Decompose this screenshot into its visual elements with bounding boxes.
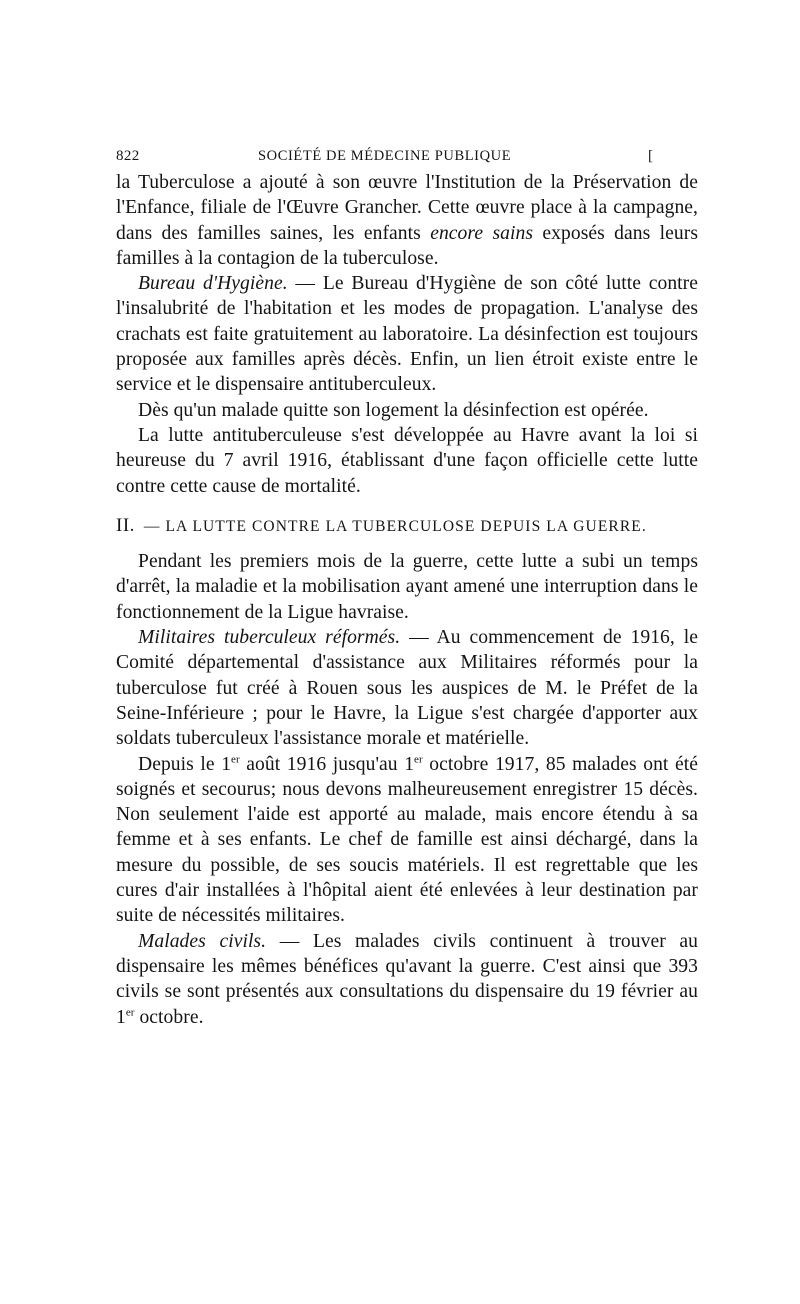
superscript-er: er <box>414 753 423 765</box>
paragraph-desinfection: Dès qu'un malade quitte son logement la désinfection est opérée. <box>138 399 649 421</box>
paragraph-run-in-title: Bureau d'Hygiène. <box>138 273 288 295</box>
article-body <box>116 170 698 1030</box>
paragraph-text: août 1916 jusqu'au 1 <box>239 753 415 775</box>
book-page <box>116 140 698 1030</box>
paragraph-run-in-title: Malades civils. <box>138 930 267 952</box>
paragraph-preservation-enfance <box>116 170 698 271</box>
italic-phrase: encore sains <box>430 222 534 244</box>
paragraph-militaires-reformes <box>116 625 698 751</box>
paragraph-run-in-title: Militaires tuberculeux réformés. <box>138 627 401 649</box>
superscript-er: er <box>231 753 240 765</box>
paragraph-guerre: Pendant les premiers mois de la guerre, cette lutte a subi un temps d'arrêt, la maladie et la mobilisation ayant amené une interruption dans le fonctionnement de la Ligue havraise. <box>116 551 698 623</box>
page-number: 822 <box>116 148 140 164</box>
header-bracket: [ <box>648 148 654 164</box>
paragraph-bureau-hygiene <box>116 271 698 397</box>
paragraph-malades-soignes <box>116 752 698 929</box>
paragraph-text: — Les malades civils continuent à trouver au dispensaire les mêmes bénéfices qu'avant la guerre. C'est ainsi que 393 civils se sont présentés aux consultations du dispensaire du 19 février au 1 <box>116 930 699 1028</box>
paragraph-text: exposés dans leurs familles à la contagion de la tuberculose. <box>116 222 699 269</box>
journal-title: SOCIÉTÉ DE MÉDECINE PUBLIQUE <box>258 148 512 164</box>
paragraph-text: octobre. <box>134 1006 204 1028</box>
paragraph-text: la Tuberculose a ajouté à son œuvre l'Institution de la Préservation de l'Enfance, filiale de l'Œuvre Grancher. Cette œuvre place à la campagne, dans des familles saines, les enfants <box>116 172 698 244</box>
paragraph-text: Depuis le 1 <box>138 753 232 775</box>
paragraph-text: — Au commencement de 1916, le Comité départemental d'assistance aux Militaires réformés pour la tuberculose fut créé à Rouen sous les auspices de M. le Préfet de la Seine-Inférieure ; pour le Havre, la Ligue s'est chargée d'apporter aux soldats tuberculeux l'assistance morale et matérielle. <box>116 627 698 750</box>
paragraph-text: octobre 1917, 85 malades ont été soignés et secourus; nous devons malheureusement enregistrer 15 décès. Non seulement l'aide est apporté au malade, mais encore étendu à sa femme et à ses enfants. Le chef de famille est ainsi déchargé, dans la mesure du possible, de ses soucis matériels. Il est regrettable que les cures d'air installées à l'hôpital aient été enlevées à leur destination par suite de nécessités militaires. <box>116 753 698 927</box>
running-head <box>116 140 698 170</box>
section-title: — LA LUTTE CONTRE LA TUBERCULOSE DEPUIS LA GUERRE. <box>143 517 647 535</box>
paragraph-loi-1916: La lutte antituberculeuse s'est développée au Havre avant la loi si heureuse du 7 avril 1916, établissant d'une façon officielle cette lutte contre cette cause de mortalité. <box>116 424 698 497</box>
section-numeral: II. <box>116 514 135 536</box>
superscript-er: er <box>125 1005 135 1018</box>
paragraph-text: — Le Bureau d'Hygiène de son côté lutte contre l'insalubrité de l'habitation et les modes de propagation. L'analyse des crachats est faite gratuitement au laboratoire. La désinfection est toujours proposée aux familles après décès. Enfin, un lien étroit existe entre le service et le dispensaire antituberculeux. <box>116 273 698 396</box>
paragraph-malades-civils <box>116 929 698 1030</box>
section-heading <box>116 513 698 539</box>
